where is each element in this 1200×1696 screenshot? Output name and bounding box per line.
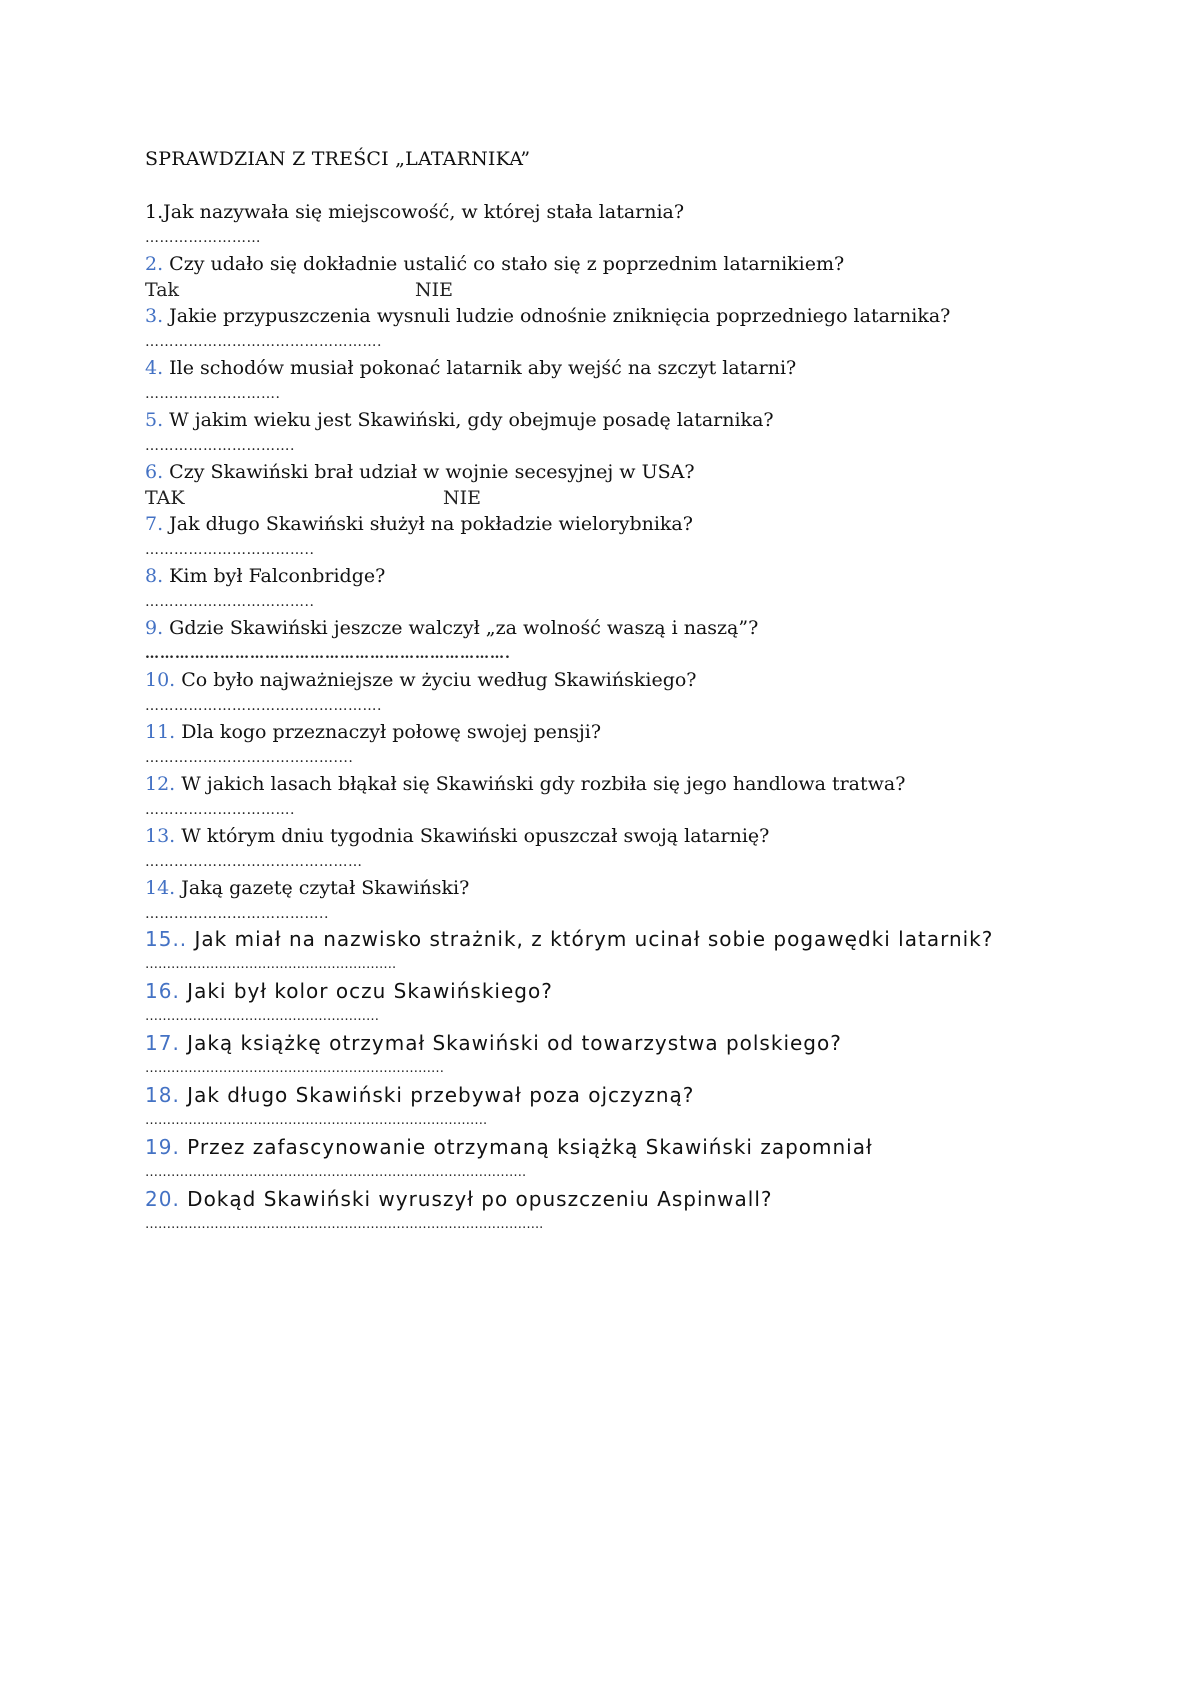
question-number: 6. <box>145 461 164 483</box>
question-number: 16. <box>145 979 180 1003</box>
question-number: 11. <box>145 721 176 743</box>
question-item <box>145 406 1055 458</box>
question-item <box>145 1082 1055 1134</box>
question-number: 3. <box>145 305 164 327</box>
question-text: 17. Jaką książkę otrzymał Skawiński od towarzystwa polskiego? <box>145 1031 842 1055</box>
answer-line[interactable]: …………………………….. <box>145 542 315 558</box>
page-title: SPRAWDZIAN Z TREŚCI „LATARNIKA” <box>145 148 531 170</box>
question-number: 7. <box>145 513 164 535</box>
question-item <box>145 718 1055 770</box>
question-number: 10. <box>145 669 176 691</box>
question-item <box>145 198 1055 250</box>
question-text: 1.Jak nazywała się miejscowość, w której stała latarnia? <box>145 201 685 223</box>
question-text: 18. Jak długo Skawiński przebywał poza ojczyzną? <box>145 1083 695 1107</box>
question-item <box>145 354 1055 406</box>
question-item <box>145 302 1055 354</box>
question-item <box>145 562 1055 614</box>
answer-line[interactable]: ………………………………………………………………. <box>145 646 511 662</box>
question-text: 8. Kim był Falconbridge? <box>145 565 386 587</box>
option-yes[interactable]: Tak <box>145 279 180 301</box>
question-text: 9. Gdzie Skawiński jeszcze walczył „za wolność waszą i naszą”? <box>145 617 759 639</box>
question-number: 9. <box>145 617 164 639</box>
question-number: 18. <box>145 1083 180 1107</box>
question-number: 2. <box>145 253 164 275</box>
answer-line[interactable]: …………………………….. <box>145 594 315 610</box>
answer-line[interactable]: ………………………. <box>145 386 281 402</box>
question-number: 19. <box>145 1135 180 1159</box>
answer-line[interactable]: ………………………………….... <box>145 750 354 766</box>
question-text: 3. Jakie przypuszczenia wysnuli ludzie odnośnie zniknięcia poprzedniego latarnika? <box>145 305 951 327</box>
answer-line[interactable]: ……………………………………… <box>145 854 363 870</box>
question-item <box>145 510 1055 562</box>
question-number: 13. <box>145 825 176 847</box>
answer-line[interactable]: ……………………………………………………………………………. <box>145 1165 527 1180</box>
question-text: 15.. Jak miał na nazwisko strażnik, z którym ucinał sobie pogawędki latarnik? <box>145 927 994 951</box>
question-number: 12. <box>145 773 176 795</box>
question-item <box>145 666 1055 718</box>
question-text: 19. Przez zafascynowanie otrzymaną książką Skawiński zapomniał <box>145 1135 873 1159</box>
question-number: 8. <box>145 565 164 587</box>
question-text: 7. Jak długo Skawiński służył na pokładzie wielorybnika? <box>145 513 693 535</box>
answer-options <box>145 278 1055 302</box>
question-number: 5. <box>145 409 164 431</box>
question-number: 4. <box>145 357 164 379</box>
question-item <box>145 978 1055 1030</box>
question-item <box>145 250 1055 302</box>
option-yes[interactable]: TAK <box>145 487 185 509</box>
answer-line[interactable]: ……………………………………………… <box>145 1009 379 1024</box>
answer-line[interactable]: …………………………………………. <box>145 334 382 350</box>
worksheet <box>145 146 1055 1238</box>
question-number: 1. <box>145 201 164 223</box>
answer-line[interactable]: …………………… <box>145 230 261 246</box>
option-no[interactable]: NIE <box>415 279 453 301</box>
answer-line[interactable]: …………………………………………. <box>145 698 382 714</box>
question-item <box>145 874 1055 926</box>
question-number: 20. <box>145 1187 180 1211</box>
answer-line[interactable]: ……………………………….. <box>145 906 329 922</box>
answer-line[interactable]: …………………………………………………. <box>145 957 397 972</box>
answer-line[interactable]: ……………………………………………………………………. <box>145 1113 488 1128</box>
question-text: 13. W którym dniu tygodnia Skawiński opuszczał swoją latarnię? <box>145 825 770 847</box>
question-item <box>145 1186 1055 1238</box>
answer-line[interactable]: ……………………………………………………………………………….. <box>145 1217 544 1232</box>
question-text: 10. Co było najważniejsze w życiu według Skawińskiego? <box>145 669 697 691</box>
question-text: 4. Ile schodów musiał pokonać latarnik aby wejść na szczyt latarni? <box>145 357 797 379</box>
question-text: 14. Jaką gazetę czytał Skawiński? <box>145 877 470 899</box>
question-text: 6. Czy Skawiński brał udział w wojnie secesyjnej w USA? <box>145 461 695 483</box>
question-item <box>145 458 1055 510</box>
question-number: 17. <box>145 1031 180 1055</box>
question-item <box>145 926 1055 978</box>
question-number: 14. <box>145 877 176 899</box>
answer-line[interactable]: …………………………. <box>145 438 295 454</box>
question-item <box>145 770 1055 822</box>
questions-serif <box>145 198 1055 926</box>
question-text: 11. Dla kogo przeznaczył połowę swojej pensji? <box>145 721 602 743</box>
answer-options <box>145 486 1055 510</box>
answer-line[interactable]: …………………………………………………………… <box>145 1061 444 1076</box>
question-item <box>145 614 1055 666</box>
option-no[interactable]: NIE <box>443 487 481 509</box>
answer-line[interactable]: …………………………. <box>145 802 295 818</box>
question-number: 15.. <box>145 927 188 951</box>
question-item <box>145 1030 1055 1082</box>
question-text: 5. W jakim wieku jest Skawiński, gdy obejmuje posadę latarnika? <box>145 409 774 431</box>
question-item <box>145 1134 1055 1186</box>
question-text: 2. Czy udało się dokładnie ustalić co stało się z poprzednim latarnikiem? <box>145 253 845 275</box>
question-text: 12. W jakich lasach błąkał się Skawiński gdy rozbiła się jego handlowa tratwa? <box>145 773 906 795</box>
question-text: 16. Jaki był kolor oczu Skawińskiego? <box>145 979 553 1003</box>
question-text: 20. Dokąd Skawiński wyruszył po opuszczeniu Aspinwall? <box>145 1187 773 1211</box>
question-item <box>145 822 1055 874</box>
questions-sans <box>145 926 1055 1238</box>
